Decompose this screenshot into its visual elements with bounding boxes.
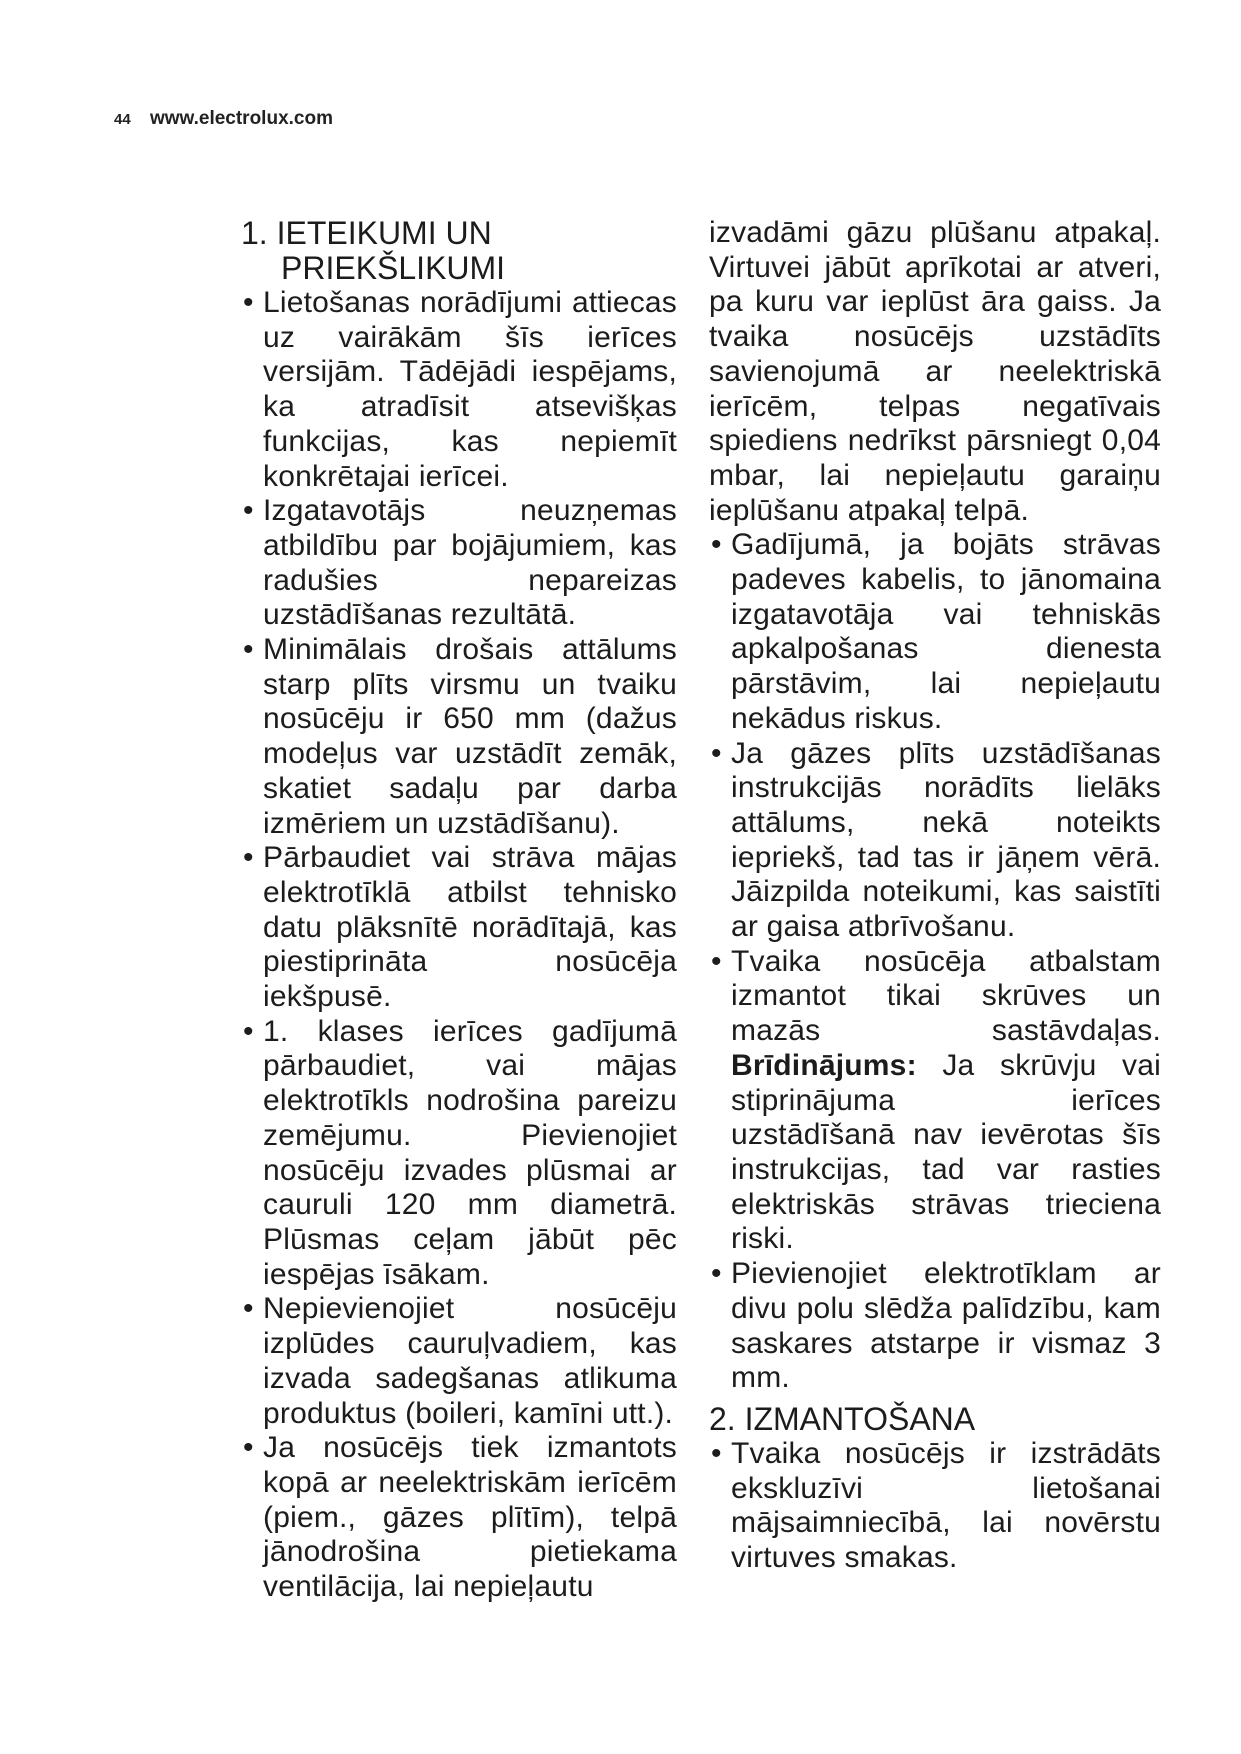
section-heading-usage: 2. IZMANTOŠANA bbox=[709, 1400, 976, 1437]
list-item: • Pārbaudiet vai strāva mājas elektrotīklā atbilst tehnisko datu plāksnītē norādītajā, kas piestiprināta nosūcēja iekšpusē. bbox=[241, 841, 677, 1015]
warning-label: Brīdinājums: bbox=[731, 1048, 917, 1082]
continued-paragraph: izvadāmi gāzu plūšanu atpakaļ. Virtuvei jābūt aprīkotai ar atveri, pa kuru var ieplūst āra gaiss. Ja tvaika nosūcējs uzstādīts savienojumā ar neelektriskā ierīcēm, telpas negatīvais spiediens nedrīkst pārsniegt 0,04 mbar, lai nepieļautu garaiņu ieplūšanu atpakaļ telpā. bbox=[709, 216, 1161, 527]
list-item: • Gadījumā, ja bojāts strāvas padeves kabelis, to jānomaina izgatavotāja vai tehniskās apkalpošanas dienesta pārstāvim, lai nepieļautu nekādus riskus. bbox=[709, 528, 1161, 736]
left-column bbox=[241, 216, 677, 1605]
list-item: • Nepievienojiet nosūcēju izplūdes cauruļvadiem, kas izvada sadegšanas atlikuma produktus (boileri, kamīni utt.). bbox=[241, 1292, 677, 1431]
list-item: • Ja nosūcējs tiek izmantots kopā ar neelektriskām ierīcēm (piem., gāzes plītīm), telpā jānodrošina pietiekama ventilācija, lai nepieļautu bbox=[241, 1431, 677, 1605]
usage-list bbox=[709, 1437, 1161, 1576]
list-item: • Ja gāzes plīts uzstādīšanas instrukcijās norādīts lielāks attālums, nekā noteikts iepriekš, tad tas ir jāņem vērā. Jāizpilda noteikumi, kas saistīti ar gaisa atbrīvošanu. bbox=[709, 737, 1161, 945]
recommendations-list-continued bbox=[709, 528, 1161, 1396]
list-item: • Minimālais drošais attālums starp plīts virsmu un tvaiku nosūcēju ir 650 mm (dažus modeļus var uzstādīt zemāk, skatiet sadaļu par darba izmēriem un uzstādīšanu). bbox=[241, 633, 677, 841]
list-item: • Lietošanas norādījumi attiecas uz vairākām šīs ierīces versijām. Tādējādi iespējams, ka atradīsit atsevišķas funkcijas, kas nepiemīt konkrētajai ierīcei. bbox=[241, 286, 677, 494]
list-item: • 1. klases ierīces gadījumā pārbaudiet, vai mājas elektrotīkls nodrošina pareizu zemējumu. Pievienojiet nosūcēju izvades plūsmai ar cauruli 120 mm diametrā. Plūsmas ceļam jābūt pēc iespējas īsākam. bbox=[241, 1015, 677, 1293]
section-heading-recommendations: 1. IETEIKUMI UN PRIEKŠLIKUMI bbox=[241, 215, 506, 286]
page-header bbox=[114, 108, 333, 130]
fixing-text: Tvaika nosūcēja atbalstam izmantot tikai skrūves un mazās sastāvdaļas. bbox=[731, 944, 1161, 1048]
recommendations-list bbox=[241, 286, 677, 1605]
website-url: www.electrolux.com bbox=[149, 108, 333, 129]
right-column bbox=[709, 216, 1161, 1576]
list-item: • Pievienojiet elektrotīklam ar divu polu slēdža palīdzību, kam saskares atstarpe ir vismaz 3 mm. bbox=[709, 1257, 1161, 1396]
page-number: 44 bbox=[114, 111, 131, 128]
list-item-fixing bbox=[709, 945, 1161, 1257]
list-item: • Tvaika nosūcējs ir izstrādāts ekskluzīvi lietošanai mājsaimniecībā, lai novērstu virtuves smakas. bbox=[709, 1437, 1161, 1576]
warning-text: Ja skrūvju vai stiprinājuma ierīces uzstādīšanā nav ievērotas šīs instrukcijas, tad var rasties elektriskās strāvas trieciena riski. bbox=[731, 1048, 1161, 1256]
list-item: • Izgatavotājs neuzņemas atbildību par bojājumiem, kas radušies nepareizas uzstādīšanas rezultātā. bbox=[241, 494, 677, 633]
